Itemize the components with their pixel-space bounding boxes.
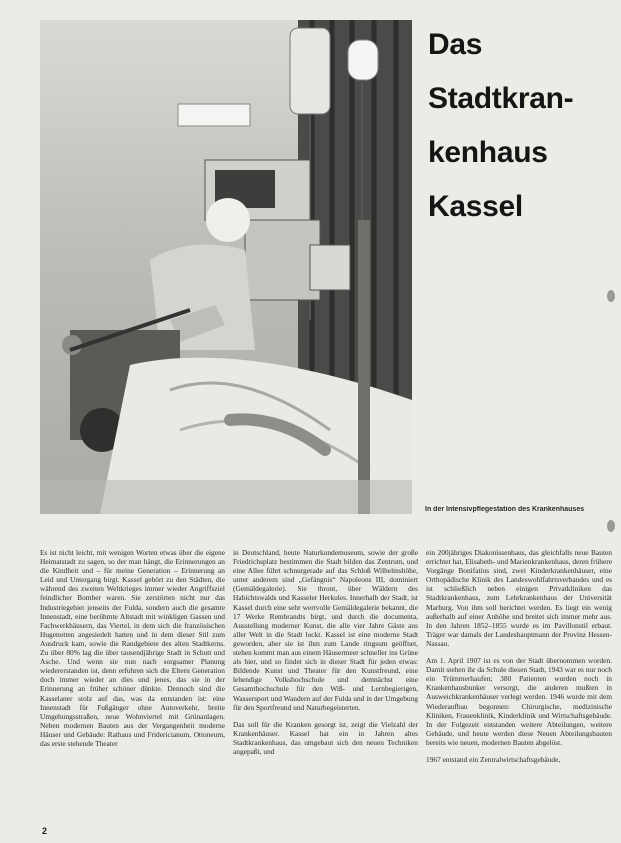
intensive-care-illustration [40,20,412,514]
title-line: Das [428,28,483,61]
paragraph: Das soll für die Kranken gesorgt ist, zeigt die Vielzahl der Krankenhäuser. Kassel hat ein in Jahren altes Stadtkrankenhaus, das umgebaut sich den neuen Techniken angepaßt, und [233,719,418,756]
scan-mark [607,520,615,532]
page-number: 2 [42,826,48,836]
photo-caption: In der Intensivpflegestation des Krankenhauses [425,506,585,513]
article-title [428,18,618,234]
hospital-photo [40,20,412,514]
text-column-2 [233,548,418,756]
title-line: Stadtkran- [428,82,574,115]
paragraph: Es ist nicht leicht, mit wenigen Worten etwas über die eigene Heimatstadt zu sagen, so der man hängt, die Erinnerungen an die Kindheit und – für meine Generation – Erinnerung an Leid und Untergang birgt. Kassel gehört zu den Städten, die während des zweiten Weltkrieges immer wieder Angriffsziel feindlicher Bomber waren. Sie zerstörten nicht nur das Industriegebiet jenseits der Fulda, sondern auch die gesamte Innenstadt, eine berühmte Altstadt mit winkligen Gassen und Fachwerkhäusern, das Viertel, in dem sich die französischen Hugenotten angesiedelt hatten und in dem dieser Stil zum Ausdruck kam, sowie die Randgebiete des alten Stadtkerns. Zu über 80% lag die über tausendjährige Stadt in Schutt und Asche. Und wenn sie nun nach sorgsamer Planung wiedererstanden ist, denn erfuhren sich die Eltern Generation doch immer wieder an dies und jenes, das sie in der Erinnerung an früher schöner dünkte. Dennoch sind die Kasselaner stolz auf das, was da entstanden ist: eine Innenstadt für Fußgänger ohne Autoverkehr, breite Umgehungsstraßen, neue Wohnviertel mit Grünanlagen. Neben modernen Bauten aus der Vergangenheit moderne Häuser und Gebäude: Rathaus und Fridericianum, Ottoneum, das erste stehende Theater [40,548,225,748]
text-column-1 [40,548,225,748]
title-line: Kassel [428,190,523,223]
paragraph: ein 200jähriges Diakonissenhaus, das gleichfalls neue Bauten errichtet hat, Elisabeth- und Marienkrankenhaus, deren frühere Vorgänge Bonifatius sind, zwei Kinderkrankenhäuser, eine Orthopädische Klinik des Landeswohlfahrtsverbandes und es ist schließlich neben einigen Privatkliniken das Stadtkrankenhaus, zum Lehrkrankenhaus der Universität Marburg. Von ihm soll berichtet werden. Es liegt ein wenig außerhalb auf einer Anhöhe und breitet sich immer mehr aus. In den Jahren 1852–1855 wurde es im Pavillonstil erbaut. Träger war damals der Landeshauptmann der Provinz Hessen-Nassau. [426,548,612,648]
paragraph: 1967 entstand ein Zentralwirtschaftsgebäude, [426,754,561,764]
text-column-3 [426,548,612,764]
scan-mark [607,290,615,302]
paragraph: in Deutschland, heute Naturkundemuseum, sowie der große Friedrichsplatz bestimmen die Stadt bilden das Zentrum, und eine Allee führt schnurgerade auf das Schloß Wilhelmshöhe, unter anderem sind „Gefängnis“ Napoleons III, dominiert (Gemäldegalerie). Sie thront, über Wäldern des Habichtswalds und Kasseler Herkules. Innerhalb der Stadt, ist Kassel durch eine sehr wertvolle Gemäldegalerie bekannt, die 17 Werke Rembrandts birgt, und durch die documenta, Ausstellung moderner Kunst, die alle vier Jahre Gäste aus aller Welt in die Stadt lockt. Kassel ist eine moderne Stadt geworden, aber sie ist ihm zum Lande ringsum geöffnet, stehen kommt man aus einem Häusermeer schneller ins Grüne als hier, und so findet sich in dieser Stadt für jeden etwas: Bildende Kunst und Theater für den Kunstfreund, eine lebendige Volkshochschule und demnächst eine Gesamthochschule für den Wiß- und Lernbegierigen, Wassersport und Wandern auf der Fulda und in der Umgebung für den Sportfreund und Naturbegeisterten. [233,548,418,712]
title-line: kenhaus [428,136,548,169]
paragraph: Am 1. April 1907 ist es von der Stadt übernommen worden. Damit stehen ihr da Schule diesen Stadt, 1943 war es nur noch ein Trümmerhaufen; 380 Patienten wurden noch in Krankenhausbunker versorgt, die anderen mußten in Ausweichkrankenhäuser verlegt werden. 1946 wurde mit dem Wiederaufbau begonnen: Chirurgische, medizinische Kliniken, Frauenklinik, Kinderklinik und Wirtschaftsgebäude. In der Folgezeit entstanden weitere Abteilungen, weitere Gebäude, und heute werden diese Neuen Abteilungsbauten bereits wie neuen, modernen Bauten abgelöst. [426,656,612,747]
